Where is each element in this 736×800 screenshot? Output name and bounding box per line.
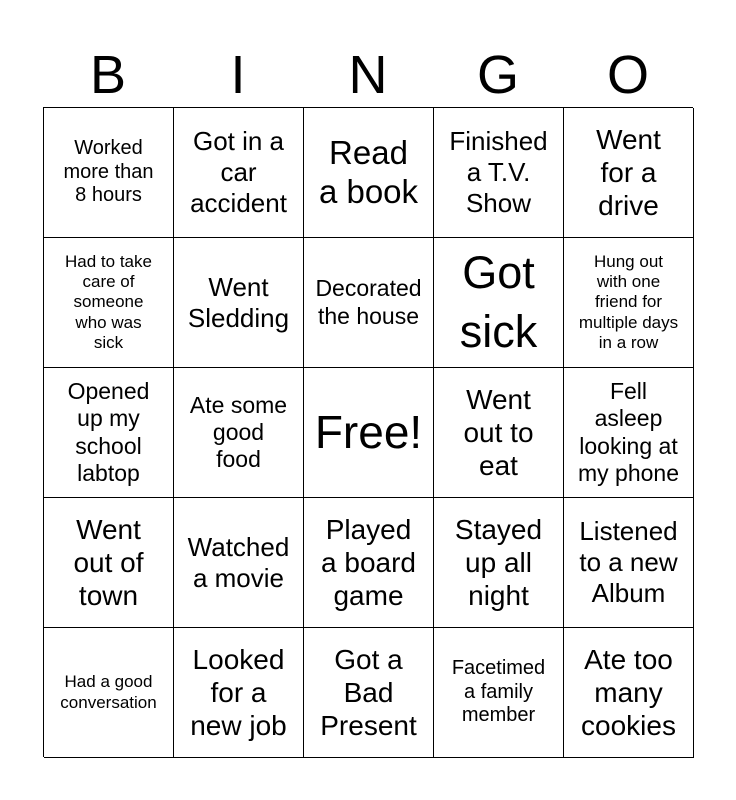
bingo-cell[interactable] [174, 368, 304, 498]
cell-label: Watched a movie [187, 531, 290, 593]
bingo-cell[interactable] [174, 238, 304, 368]
header-letter-g: G [476, 45, 519, 105]
bingo-cell[interactable] [44, 108, 174, 238]
bingo-cell[interactable] [434, 498, 564, 628]
header-letter-i: I [230, 45, 246, 105]
cell-label: Went out of town [73, 513, 144, 612]
bingo-cell[interactable] [174, 108, 304, 238]
cell-label: Finished a T.V. Show [449, 126, 548, 218]
bingo-cell[interactable] [44, 628, 174, 758]
free-space[interactable] [304, 368, 434, 498]
cell-label: Got a Bad Present [320, 643, 417, 742]
bingo-cell[interactable] [174, 628, 304, 758]
bingo-cell[interactable] [304, 108, 434, 238]
bingo-cell[interactable] [44, 368, 174, 498]
bingo-cell[interactable] [44, 238, 174, 368]
cell-label: Decorated the house [315, 275, 422, 329]
bingo-cell[interactable] [174, 498, 304, 628]
bingo-board [43, 107, 693, 757]
cell-label: Got sick [459, 247, 538, 357]
cell-label: Ate too many cookies [581, 643, 676, 742]
bingo-header [43, 42, 693, 108]
bingo-cell[interactable] [434, 368, 564, 498]
bingo-cell[interactable] [304, 238, 434, 368]
cell-label: Hung out with one friend for multiple days in a row [578, 252, 679, 352]
bingo-cell[interactable] [434, 108, 564, 238]
cell-label: Had to take care of someone who was sick [65, 252, 152, 352]
bingo-cell[interactable] [564, 108, 694, 238]
header-letter-o: O [606, 45, 649, 105]
cell-label: Went out to eat [463, 383, 534, 482]
cell-label: Played a board game [321, 513, 416, 612]
bingo-cell[interactable] [564, 368, 694, 498]
bingo-cell[interactable] [434, 628, 564, 758]
cell-label: Ate some good food [189, 391, 288, 473]
cell-label: Stayed up all night [454, 513, 543, 612]
header-letter-n: N [348, 45, 388, 105]
cell-label: Fell asleep looking at my phone [577, 378, 679, 486]
bingo-cell[interactable] [564, 498, 694, 628]
cell-label: Went Sledding [187, 271, 290, 333]
bingo-cell[interactable] [564, 628, 694, 758]
cell-label: Listened to a new Album [579, 516, 678, 608]
cell-label: Had a good conversation [60, 672, 157, 712]
bingo-cell[interactable] [304, 498, 434, 628]
bingo-cell[interactable] [44, 498, 174, 628]
bingo-cell[interactable] [434, 238, 564, 368]
cell-label: Facetimed a family member [451, 657, 546, 727]
bingo-cell[interactable] [564, 238, 694, 368]
cell-label: Looked for a new job [190, 643, 287, 742]
header-letter-b: B [89, 45, 127, 105]
cell-label: Went for a drive [596, 123, 661, 222]
cell-label: Got in a car accident [190, 126, 287, 218]
free-space-label: Free! [314, 406, 423, 459]
cell-label: Worked more than 8 hours [63, 137, 154, 207]
bingo-cell[interactable] [304, 628, 434, 758]
cell-label: Read a book [318, 133, 419, 210]
cell-label: Opened up my school labtop [67, 378, 150, 486]
